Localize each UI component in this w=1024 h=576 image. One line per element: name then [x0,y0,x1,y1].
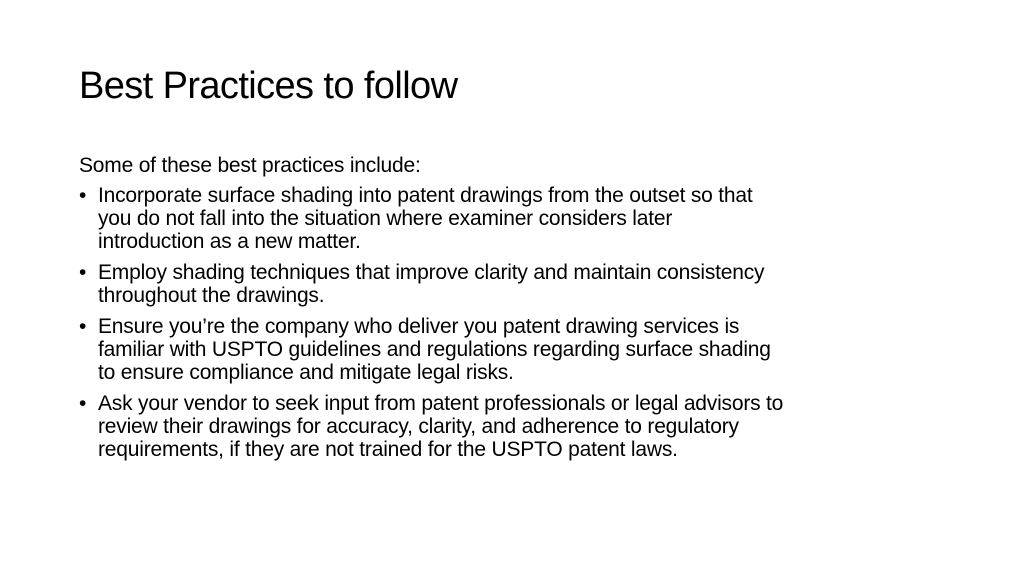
bullet-icon: • [79,184,87,207]
bullet-text [98,392,959,461]
bullet-item [79,261,959,307]
bullet-icon: • [79,392,87,415]
bullet-item [79,184,959,253]
bullet-line: familiar with USPTO guidelines and regulations regarding surface shading [98,338,771,361]
bullet-icon: • [79,261,87,284]
bullet-line: requirements, if they are not trained for the USPTO patent laws. [98,438,678,461]
bullet-line: you do not fall into the situation where examiner considers later [98,207,673,230]
bullet-line: Employ shading techniques that improve clarity and maintain consistency [98,261,765,284]
bullet-text [98,261,959,307]
bullet-line: review their drawings for accuracy, clarity, and adherence to regulatory [98,415,739,438]
bullet-item [79,315,959,384]
slide-body [79,151,959,461]
slide-title: Best Practices to follow [79,65,458,107]
intro-text: Some of these best practices include: [79,154,421,177]
bullet-line: Incorporate surface shading into patent drawings from the outset so that [98,184,753,207]
bullet-text [98,315,959,384]
bullet-list [79,184,959,461]
bullet-line: Ensure you’re the company who deliver you patent drawing services is [98,315,740,338]
bullet-line: to ensure compliance and mitigate legal risks. [98,361,514,384]
bullet-text [98,184,959,253]
bullet-icon: • [79,315,87,338]
bullet-line: Ask your vendor to seek input from patent professionals or legal advisors to [98,392,784,415]
bullet-line: introduction as a new matter. [98,230,361,253]
bullet-item [79,392,959,461]
bullet-line: throughout the drawings. [98,284,325,307]
